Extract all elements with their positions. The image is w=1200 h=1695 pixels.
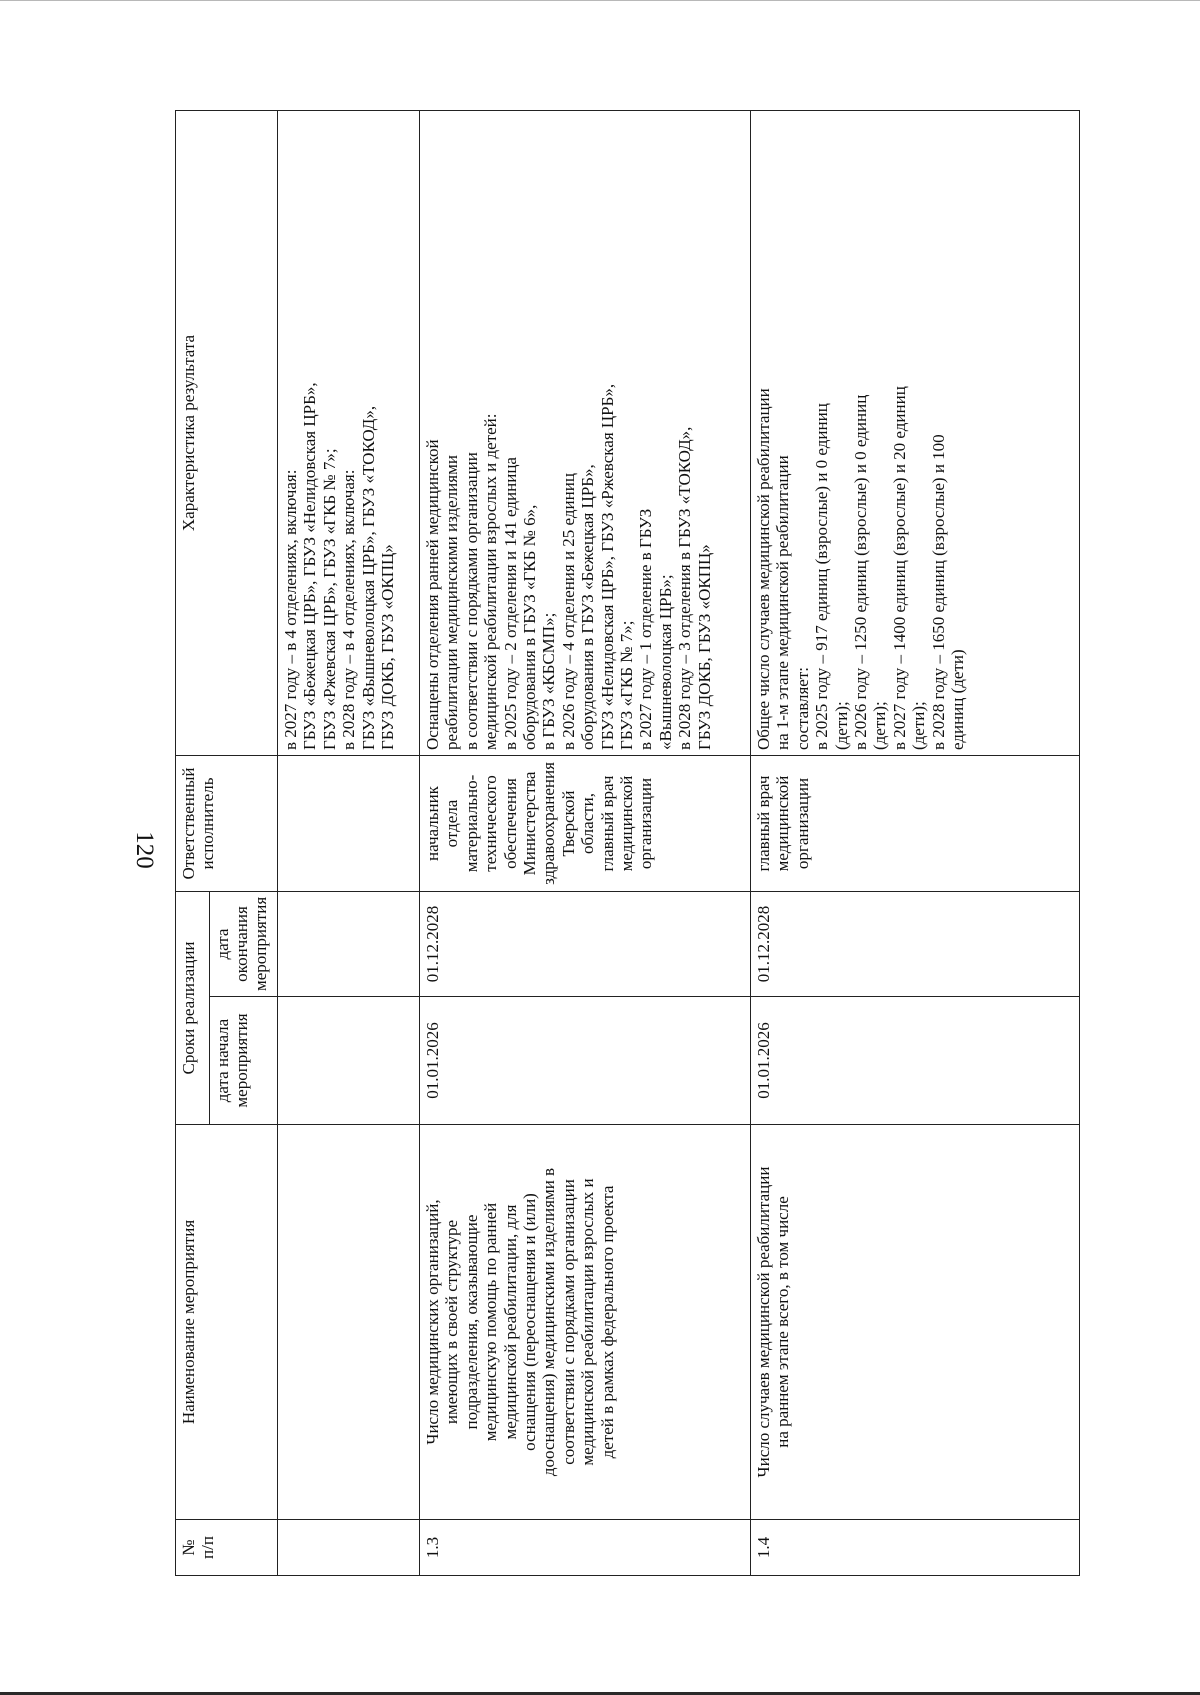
responsible-line: медицинской <box>773 775 793 872</box>
row1-responsible <box>420 756 751 892</box>
responsible-line: организации <box>636 777 656 870</box>
row2-name <box>751 1125 1080 1520</box>
row0-result <box>278 111 420 756</box>
responsible-line: организации <box>792 777 812 870</box>
name-line: дооснащения) медицинскими изделиями в <box>539 1167 559 1477</box>
result-line: в соответствии с порядками организации <box>461 452 481 750</box>
table-row <box>278 111 420 1576</box>
header-start-label: дата начала мероприятия <box>213 1013 251 1108</box>
row1-name <box>420 1125 751 1520</box>
result-line: в ГБУЗ «КБСМП»; <box>539 612 559 750</box>
responsible-line: обеспечения <box>500 778 520 869</box>
result-line: ГБУЗ «Нелидовская ЦРБ», ГБУЗ «Ржевская ЦРБ», <box>597 383 617 750</box>
result-line: ГБУЗ «Бежецкая ЦРБ», ГБУЗ «Нелидовская ЦРБ», <box>300 382 320 750</box>
header-num-label: № п/п <box>179 1536 217 1559</box>
header-terms <box>176 892 210 1125</box>
responsible-line: медицинской <box>617 775 637 872</box>
result-line: на 1-м этапе медицинской реабилитации <box>773 455 793 750</box>
result-line: в 2027 году – 1 отделение в ГБУЗ <box>636 508 656 750</box>
table-row <box>420 111 751 1576</box>
row2-end: 01.12.2028 <box>751 892 1080 997</box>
row0-responsible <box>278 756 420 892</box>
name-line: медицинской реабилитации, для <box>500 1204 520 1440</box>
name-line: оснащения (переоснащения и (или) <box>520 1193 540 1451</box>
table-row <box>751 111 1080 1576</box>
responsible-line: главный врач <box>597 775 617 872</box>
page-number: 120 <box>131 831 158 869</box>
row1-num: 1.3 <box>420 1520 751 1576</box>
rotated-table-container <box>175 111 1080 1576</box>
result-line: реабилитации медицинскими изделиями <box>442 455 462 750</box>
name-line: соответствии с порядками организации <box>558 1179 578 1465</box>
name-line: медицинской реабилитации взрослых и <box>578 1178 598 1466</box>
scan-top-edge <box>0 0 1200 1</box>
responsible-line: технического <box>481 775 501 872</box>
row2-responsible <box>751 756 1080 892</box>
responsible-line: Тверской области, <box>558 790 598 857</box>
result-line: в 2026 году – 4 отделения и 25 единиц <box>558 473 578 750</box>
result-line: (дети); <box>831 701 851 750</box>
header-end-label: дата окончания мероприятия <box>213 896 270 991</box>
result-line: оборудования в ГБУЗ «Бежецкая ЦРБ», <box>578 464 598 750</box>
result-line: в 2028 году – 1650 единиц (взрослые) и 100 <box>928 434 948 750</box>
name-line: Число случаев медицинской реабилитации <box>754 1166 773 1478</box>
header-result-label: Характеристика результата <box>179 334 198 532</box>
result-line: в 2028 году – 3 отделения в ГБУЗ «ТОКОД», <box>675 426 695 750</box>
result-line: Общее число случаев медицинской реабилитации <box>754 388 773 750</box>
result-line: оборудования в ГБУЗ «ГКБ № 6», <box>520 504 540 750</box>
header-terms-label: Сроки реализации <box>179 941 198 1075</box>
result-line: (дети); <box>870 701 890 750</box>
row1-start: 01.01.2026 <box>420 997 751 1125</box>
responsible-line: Министерства <box>520 771 540 876</box>
row0-end <box>278 892 420 997</box>
name-line: имеющих в своей структуре <box>442 1219 462 1425</box>
header-responsible <box>176 756 278 892</box>
row2-start: 01.01.2026 <box>751 997 1080 1125</box>
row1-end: 01.12.2028 <box>420 892 751 997</box>
row2-num: 1.4 <box>751 1520 1080 1576</box>
responsible-line: главный врач <box>754 775 773 872</box>
row0-num <box>278 1520 420 1576</box>
result-line: ГБУЗ «Вышневолоцкая ЦРБ», ГБУЗ «ТОКОД», <box>358 405 378 750</box>
result-line: Оснащены отделения ранней медицинской <box>423 439 442 750</box>
name-line: Число медицинских организаций, <box>423 1199 442 1445</box>
activities-table <box>175 110 1080 1576</box>
name-line: медицинскую помощь по ранней <box>481 1202 501 1442</box>
result-line: в 2027 году – в 4 отделениях, включая: <box>281 469 300 750</box>
row0-start <box>278 997 420 1125</box>
result-line: в 2025 году – 917 единиц (взрослые) и 0 единиц <box>812 403 832 750</box>
header-end <box>210 892 278 997</box>
result-line: ГБУЗ «Ржевская ЦРБ», ГБУЗ «ГКБ № 7»; <box>319 448 339 750</box>
result-line: единиц (дети) <box>948 649 968 750</box>
header-name <box>176 1125 278 1520</box>
result-line: в 2028 году – в 4 отделениях, включая: <box>339 469 359 750</box>
row2-result <box>751 111 1080 756</box>
result-line: ГБУЗ «ГКБ № 7»; <box>617 620 637 750</box>
header-result <box>176 111 278 756</box>
responsible-line: начальник отдела <box>423 786 462 861</box>
responsible-line: здравоохранения <box>539 762 559 885</box>
header-start <box>210 997 278 1125</box>
result-line: в 2027 году – 1400 единиц (взрослые) и 20 единиц <box>889 386 909 750</box>
result-line: медицинской реабилитации взрослых и детей: <box>481 413 501 750</box>
name-line: на раннем этапе всего, в том числе <box>773 1196 793 1448</box>
row1-result <box>420 111 751 756</box>
result-line: ГБУЗ ДОКБ, ГБУЗ «ОКПЦ» <box>378 544 398 750</box>
result-line: в 2026 году – 1250 единиц (взрослые) и 0 единиц <box>851 394 871 750</box>
result-line: в 2025 году – 2 отделения и 141 единица <box>500 457 520 750</box>
result-line: «Вышневолоцкая ЦРБ»; <box>655 574 675 750</box>
name-line: детей в рамках федерального проекта <box>597 1185 617 1459</box>
name-line: подразделения, оказывающие <box>461 1214 481 1430</box>
header-num <box>176 1520 278 1576</box>
row0-name <box>278 1125 420 1520</box>
header-responsible-label: Ответственный исполнитель <box>179 767 217 880</box>
result-line: составляет: <box>792 667 812 750</box>
result-line: (дети); <box>909 701 929 750</box>
header-name-label: Наименование мероприятия <box>179 1219 198 1425</box>
result-line: ГБУЗ ДОКБ, ГБУЗ «ОКПЦ» <box>694 544 714 750</box>
responsible-line: материально- <box>461 774 481 873</box>
